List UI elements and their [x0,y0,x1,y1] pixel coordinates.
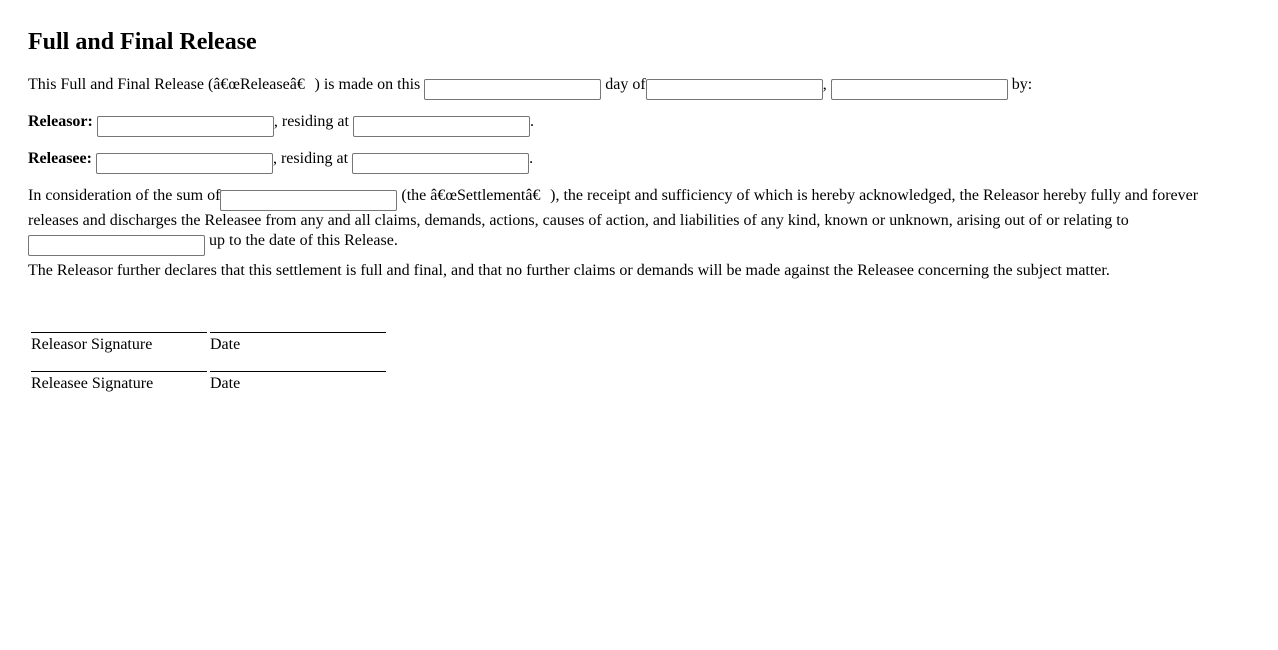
releasor-name-input[interactable] [97,116,274,137]
releasee-date-label: Date [210,375,241,392]
settlement-sum-input[interactable] [220,190,397,211]
releasor-signature-cell [31,318,207,357]
releasee-address-input[interactable] [352,153,529,174]
releasor-signature-line[interactable] [31,318,207,333]
releasor-date-cell [210,318,386,357]
releasor-period: . [529,113,534,130]
intro-day-of: day of [605,76,646,93]
releasor-date-label: Date [210,336,241,353]
year-input[interactable] [831,79,1008,100]
releasee-residing-text: , residing at [272,150,349,167]
releasor-signature-label: Releasor Signature [31,336,153,353]
consideration-suffix: up to the date of this Release. [209,231,398,249]
releasor-residing-text: , residing at [273,113,349,130]
releasor-label: Releasor: [28,113,93,130]
releasee-signature-label: Releasee Signature [31,375,154,392]
releasee-date-cell [210,357,386,396]
releasee-signature-row [31,357,386,396]
releasor-date-line[interactable] [210,318,386,333]
intro-comma: , [822,76,827,93]
releasee-period: . [529,150,534,167]
month-input[interactable] [646,79,823,100]
releasee-label: Releasee: [28,150,92,167]
releasee-signature-line[interactable] [31,357,207,372]
consideration-paragraph [28,186,1233,256]
declaration-paragraph: The Releasor further declares that this settlement is full and final, and that no further claims or demands will be made against the Releasee concerning the subject matter. [28,262,1110,279]
releasee-date-line[interactable] [210,357,386,372]
intro-prefix: This Full and Final Release (â€œReleaseâ€) is made on this [28,76,421,93]
releasor-line [28,112,534,137]
releasee-line [28,149,533,174]
signature-table [28,318,389,396]
releasee-name-input[interactable] [96,153,273,174]
intro-paragraph [28,75,1032,100]
intro-by: by: [1011,76,1033,93]
day-input[interactable] [424,79,601,100]
releasor-address-input[interactable] [353,116,530,137]
consideration-body: (the â€œSettlementâ€), the receipt and sufficiency of which is hereby acknowledged, the Releasor hereby fully and forever releases and discharges the Releasee from any and all claims, demands, actions, causes of action, and liabilities of any kind, known or unknown, arising out of or relating to [28,187,1199,229]
consideration-prefix: In consideration of the sum of [28,187,221,204]
releasee-signature-cell [31,357,207,396]
releasor-signature-row [31,318,386,357]
document-title: Full and Final Release [28,29,257,55]
subject-matter-input[interactable] [28,235,205,256]
